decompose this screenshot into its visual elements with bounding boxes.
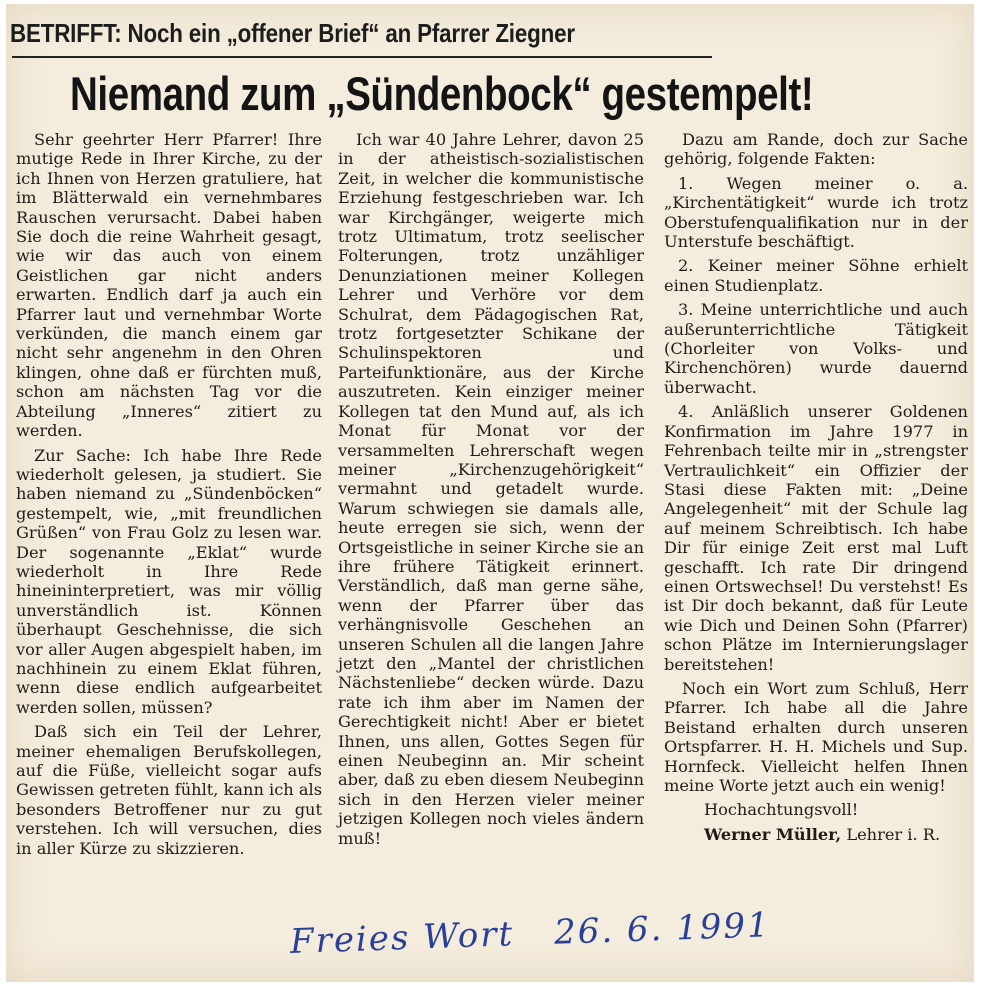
paragraph: Sehr geehrter Herr Pfarrer! Ihre mutige Rede in Ihrer Kirche, zu der ich Ihnen von Herzen gratuliere, hat im Blätterwald ein vernehmbares Rauschen verursacht. Dabei haben Sie doch die reine Wahrheit gesagt, wie wir das auch von einem Geistlichen gar nicht anders erwarten. Endlich darf ja auch ein Pfarrer laut und vernehmbar Worte verkünden, die manch einem gar nicht sehr angenehm in den Ohren klingen, ohne daß er fürchten muß, schon am nächsten Tag vor die Abteilung „Inneres“ zitiert zu werden. [16, 130, 322, 441]
paragraph: Dazu am Rande, doch zur Sache gehörig, folgende Fakten: [664, 130, 968, 169]
fact-item: 2. Keiner meiner Söhne erhielt einen Studienplatz. [664, 256, 968, 295]
paragraph: Ich war 40 Jahre Lehrer, davon 25 in der atheistisch-sozialistischen Zeit, in welcher die kommunistische Erziehung festgeschrieben war. Ich war Kirchgänger, weigerte mich trotz Ultimatum, trotz seelischer Folterungen, trotz unzähliger Denunziationen meiner Kollegen Lehrer und Verhöre vor dem Schulrat, dem Pädagogischen Rat, trotz fortgesetzter Schikane der Schulinspektoren und Parteifunktionäre, aus der Kirche auszutreten. Kein einziger meiner Kollegen tat den Mund auf, als ich Monat für Monat vor der versammelten Lehrerschaft wegen meiner „Kirchenzugehörigkeit“ vermahnt und getadelt wurde. Warum schwiegen sie damals alle, heute erregen sie sich, wenn der Ortsgeistliche in seiner Kirche sie an ihre frühere Tätigkeit erinnert. Verständlich, daß man gerne sähe, wenn der Pfarrer über das verhängnisvolle Geschehen an unseren Schulen all die langen Jahre jetzt den „Mantel der christlichen Nächstenliebe“ decken würde. Dazu rate ich ihm aber im Namen der Gerechtigkeit nicht! Aber er bietet Ihnen, uns allen, Gottes Segen für einen Neubeginn an. Mir scheint aber, daß zu eben diesem Neubeginn sich in den Herzen vieler meiner jetzigen Kollegen noch vieles ändern muß! [338, 130, 644, 848]
author-signature [664, 825, 968, 844]
author-name: Werner Müller, [704, 824, 842, 844]
handwritten-date: 26. 6. 1991 [553, 905, 772, 953]
paragraph: Zur Sache: Ich habe Ihre Rede wiederholt gelesen, ja studiert. Sie haben niemand zu „Sündenböcken“ gestempelt, wie, „mit freundlichen Grüßen“ von Frau Golz zu lesen war. Der sogenannte „Eklat“ wurde wiederholt in Ihre Rede hineininterpretiert, was mir völlig unverständlich ist. Können überhaupt Geschehnisse, die sich vor aller Augen abgespielt haben, im nachhinein zu einem Eklat führen, wenn diese endlich aufgearbeitet werden sollen, müssen? [16, 445, 322, 717]
article-headline: Niemand zum „Sündenbock“ gestempelt! [70, 67, 814, 120]
article-column-1 [16, 130, 322, 858]
fact-item: 3. Meine unterrichtliche und auch außerunterrichtliche Tätigkeit (Chorleiter von Volks- und Kirchenchören) wurde dauernd überwacht. [664, 300, 968, 397]
closing-salutation: Hochachtungsvoll! [704, 800, 859, 820]
article-column-2 [338, 130, 644, 848]
author-title: Lehrer i. R. [841, 824, 941, 844]
kicker-underline [12, 56, 712, 58]
fact-item: 1. Wegen meiner o. a. „Kirchentätigkeit“ wurde ich trotz Oberstufenqualifikation nur in der Unterstufe beschäftigt. [664, 173, 968, 252]
paragraph: Daß sich ein Teil der Lehrer, meiner ehemaligen Berufskollegen, auf die Füße, vielleicht sogar aufs Gewissen getreten fühlt, kann ich als besonders Betroffener nur zu gut verstehen. Ich will versuchen, dies in aller Kürze zu skizzieren. [16, 722, 322, 858]
handwritten-source: Freies Wort [289, 914, 515, 962]
paragraph: Noch ein Wort zum Schluß, Herr Pfarrer. Ich habe all die Jahre Beistand erhalten durch unseren Ortspfarrer. H. H. Michels und Sup. Hornfeck. Vielleicht helfen Ihnen meine Worte jetzt auch ein wenig! [664, 678, 968, 795]
fact-item: 4. Anläßlich unserer Goldenen Konfirmation im Jahre 1977 in Fehrenbach teilte mir in „strengster Vertraulichkeit“ ein Offizier der Stasi diese Fakten mit: „Deine Angelegenheit“ mit der Schule lag auf meinem Schreibtisch. Ich habe Dir für einige Zeit erst mal Luft geschafft. Ich rate Dir dringend einen Ortswechsel! Du verstehst! Es ist Dir doch bekannt, daß für Leute wie Dich und Deinen Sohn (Pfarrer) schon Plätze im Internierungslager bereitstehen! [664, 402, 968, 674]
article-column-3 [664, 130, 968, 844]
kicker-heading: BETRIFFT: Noch ein „offener Brief“ an Pfarrer Ziegner [10, 18, 575, 48]
